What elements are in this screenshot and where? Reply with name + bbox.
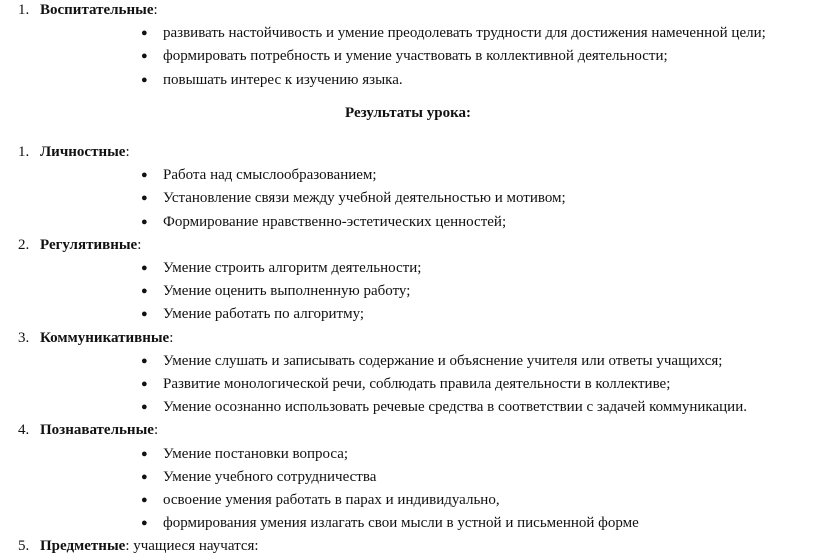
- bullet-icon: ●: [141, 285, 148, 298]
- section-title: [40, 537, 259, 555]
- results-title: Результаты урока:: [345, 104, 471, 121]
- bullet-icon: ●: [141, 494, 148, 506]
- bullet-icon: ●: [141, 401, 148, 414]
- bullet-icon: ●: [141, 215, 148, 228]
- list-item-text: освоение умения работать в парах и индивидуально,: [163, 492, 500, 508]
- section-title-suffix: :: [137, 236, 142, 253]
- section-title: [40, 143, 130, 161]
- section-title-suffix: :: [125, 144, 130, 160]
- section-title-bold: Личностные: [40, 144, 126, 160]
- list-item-text: Установление связи между учебной деятельностью и мотивом;: [163, 190, 566, 207]
- bullet-icon: ●: [141, 470, 148, 483]
- section-number: 1.: [18, 2, 30, 18]
- list-item-text: Умение работать по алгоритму;: [163, 306, 365, 323]
- bullet-icon: ●: [141, 262, 148, 274]
- section-title: [40, 329, 173, 347]
- section-title: [40, 236, 141, 254]
- section-title: [40, 421, 158, 439]
- section-number: 5.: [18, 538, 30, 555]
- section-title-suffix: :: [169, 329, 174, 346]
- list-item-text: Умение слушать и записывать содержание и объяснение учителя или ответы учащихся;: [163, 352, 723, 369]
- list-item-text: Развитие монологической речи, соблюдать правила деятельности в коллективе;: [163, 376, 671, 392]
- list-item-text: развивать настойчивость и умение преодолевать трудности для достижения намеченной цели;: [163, 25, 766, 42]
- bullet-icon: ●: [141, 27, 148, 40]
- section-title-suffix: :: [153, 2, 158, 18]
- section-number: 1.: [18, 144, 30, 160]
- section-title-bold: Коммуникативные: [40, 329, 170, 346]
- bullet-icon: ●: [141, 73, 148, 86]
- bullet-icon: ●: [141, 50, 148, 63]
- bullet-icon: ●: [141, 308, 148, 321]
- bullet-icon: ●: [141, 447, 148, 460]
- section-title-bold: Познавательные: [40, 422, 154, 439]
- list-item-text: Умение постановки вопроса;: [163, 445, 349, 462]
- section-title: [40, 1, 158, 19]
- bullet-icon: ●: [141, 517, 148, 530]
- section-title-bold: Воспитательные: [40, 2, 154, 18]
- section-title-suffix: : учащиеся научатся:: [125, 538, 259, 555]
- list-item-text: Умение оценить выполненную работу;: [163, 283, 411, 300]
- section-number: 3.: [18, 329, 30, 346]
- bullet-icon: ●: [141, 192, 148, 205]
- list-item-text: формировать потребность и умение участвовать в коллективной деятельности;: [163, 48, 668, 65]
- bullet-icon: ●: [141, 378, 148, 390]
- section-title-bold: Регулятивные: [40, 236, 138, 253]
- section-number: 4.: [18, 422, 30, 439]
- list-item-text: Умение учебного сотрудничества: [163, 468, 377, 485]
- list-item-text: Работа над смыслообразованием;: [163, 167, 377, 184]
- list-item-text: Формирование нравственно-эстетических ценностей;: [163, 213, 507, 230]
- section-title-bold: Предметные: [40, 538, 126, 555]
- list-item-text: формирования умения излагать свои мысли в устной и письменной форме: [163, 515, 639, 532]
- list-item-text: Умение строить алгоритм деятельности;: [163, 260, 422, 276]
- list-item-text: Умение осознанно использовать речевые средства в соответствии с задачей коммуникации.: [163, 399, 747, 416]
- bullet-icon: ●: [141, 169, 148, 182]
- list-item-text: повышать интерес к изучению языка.: [163, 71, 403, 88]
- bullet-icon: ●: [141, 354, 148, 367]
- section-title-suffix: :: [153, 422, 159, 439]
- section-number: 2.: [18, 236, 30, 253]
